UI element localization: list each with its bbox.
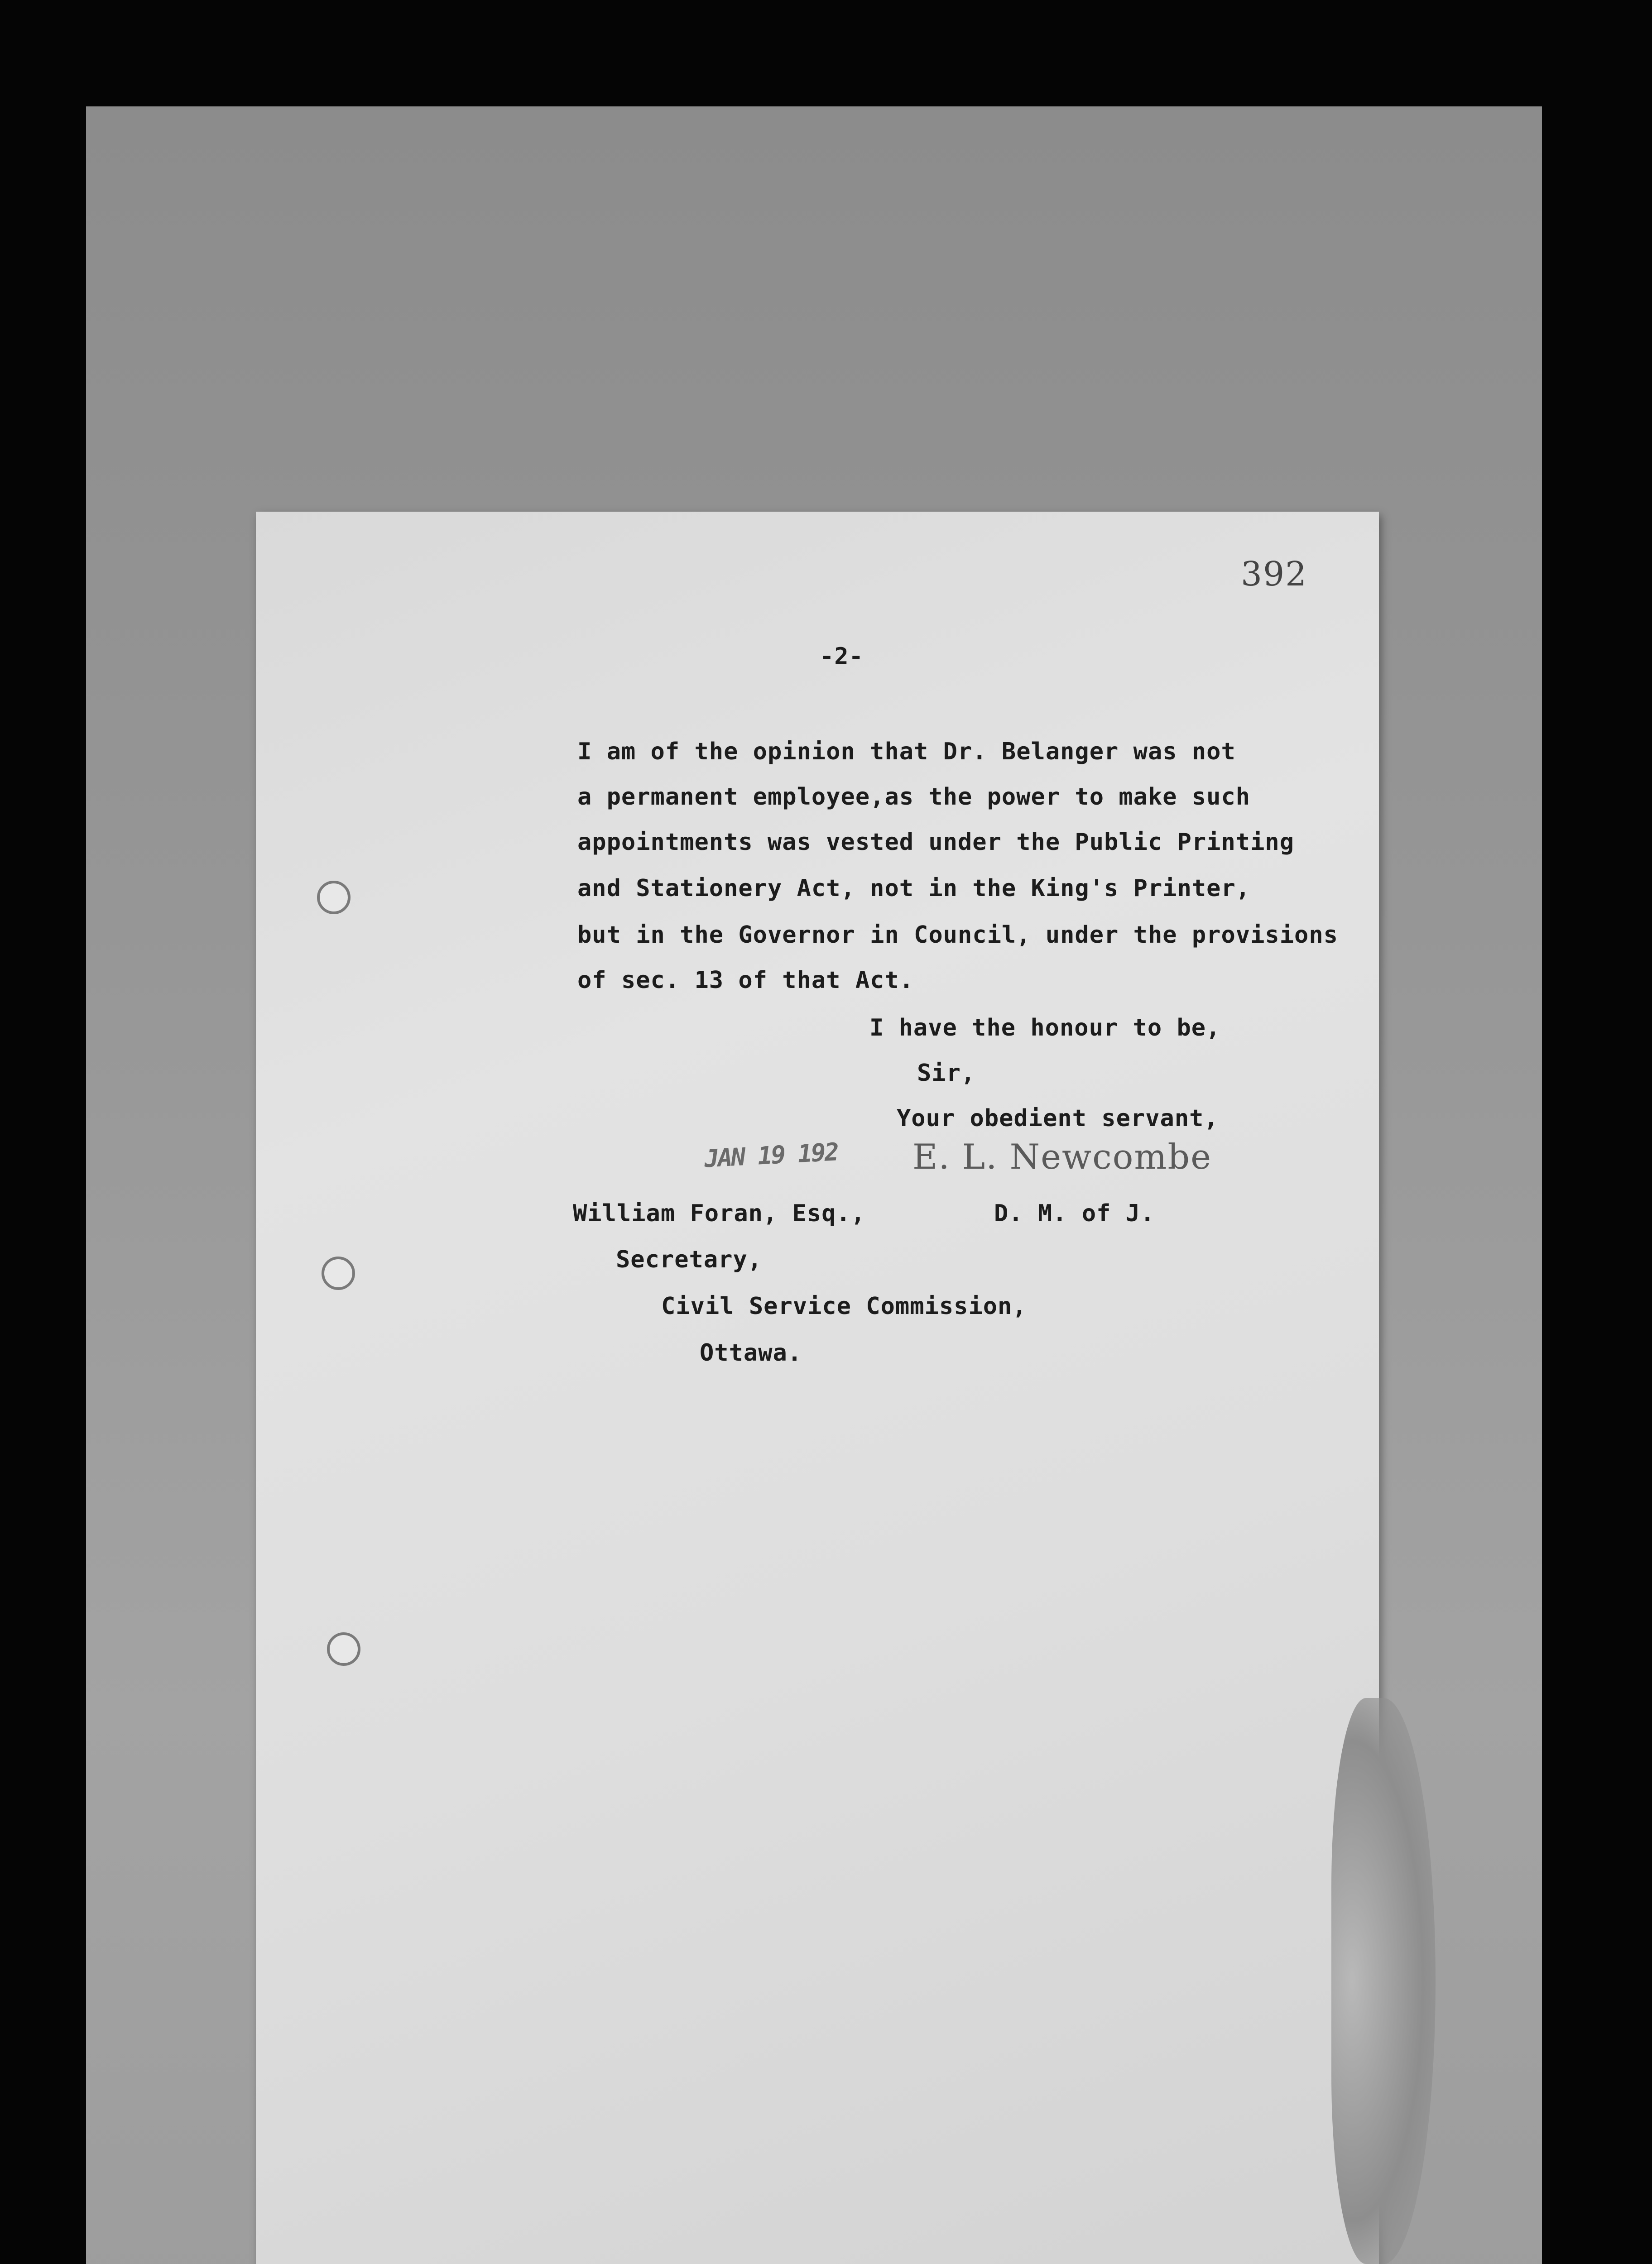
addressee-city: Ottawa. [700,1339,802,1367]
body-line-6: of sec. 13 of that Act. [577,967,914,994]
body-line-5: but in the Governor in Council, under the provisions [577,921,1338,949]
body-line-3: appointments was vested under the Public Printing [577,829,1295,856]
page-curl [1331,1698,1436,2264]
punch-hole-middle [322,1257,355,1290]
closing-line-2: Sir, [917,1060,976,1087]
date-stamp: JAN 19 192 [703,1137,839,1173]
letter-page [256,512,1379,2264]
page-marker: -2- [820,643,864,670]
body-line-4: and Stationery Act, not in the King's Printer, [577,875,1251,902]
addressee-title: Secretary, [616,1246,763,1273]
signer-title: D. M. of J. [994,1200,1155,1227]
signature: E. L. Newcombe [912,1137,1212,1177]
body-line-2: a permanent employee,as the power to make such [577,783,1251,811]
punch-hole-top [317,881,351,914]
addressee-name: William Foran, Esq., [573,1200,866,1227]
page-number: 392 [1241,555,1308,594]
closing-line-3: Your obedient servant, [897,1105,1219,1132]
addressee-organization: Civil Service Commission, [661,1293,1027,1320]
punch-hole-bottom [327,1632,360,1666]
closing-line-1: I have the honour to be, [869,1014,1221,1041]
body-line-1: I am of the opinion that Dr. Belanger was not [577,738,1236,765]
